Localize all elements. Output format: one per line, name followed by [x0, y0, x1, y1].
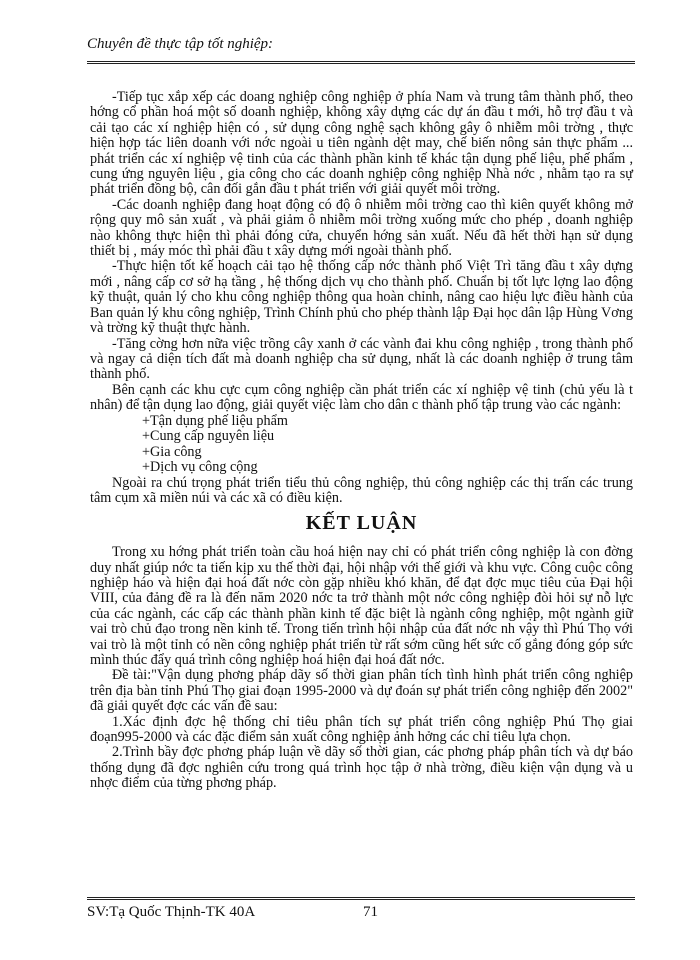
header-divider [87, 61, 635, 64]
paragraph-6: Ngoài ra chú trọng phát triển tiểu thủ công nghiệp, thủ công nghiệp các thị trấn các trung tâm cụm xã miền núi và các xã có điều kiện. [90, 474, 633, 507]
conclusion-paragraph-3: 1.Xác định đợc hệ thống chỉ tiêu phân tích sự phát triển công nghiệp Phú Thọ giai đoạn995-2000 và các đặc điểm sản xuất công nghiệp ảnh hởng các chỉ tiêu lựa chọn. [90, 713, 633, 745]
list-item: +Dịch vụ công cộng [142, 459, 258, 476]
paragraph-4: -Tăng cờng hơn nữa việc trồng cây xanh ở các vành đai khu công nghiệp , trong thành phố và ngay cả diện tích đất mà doanh nghiệp cha sử dụng, nhất là các doanh nghiệp ở trung tâm thành phố. [90, 335, 633, 383]
footer-divider [87, 897, 635, 900]
paragraph-2: -Các doanh nghiệp đang hoạt động có độ ô nhiễm môi trờng cao thì kiên quyết không mở rộng quy mô sản xuất , và phải giảm ô nhiễm môi trờng xuống mức cho phép , doanh nghiệp nào không thực hiện thì phải đóng cửa, chuyển hớng sản xuất. Nếu đã hết thời hạn sử dụng thiết bị , máy móc thì phải đầu t xây dựng mới ngoài thành phố. [90, 196, 633, 260]
industry-list [90, 414, 633, 476]
conclusion-paragraph-2: Đề tài:"Vận dụng phơng pháp dãy số thời gian phân tích tình hình phát triển công nghiệp trên địa bàn tỉnh Phú Thọ giai đoạn 1995-2000 và dự đoán sự phát triển công nghiệp đến 2002" đã giải quyết đợc các vấn đề sau: [90, 667, 633, 715]
conclusion-paragraph-1: Trong xu hớng phát triển toàn cầu hoá hiện nay chỉ có phát triển công nghiệp là con đờng duy nhất giúp nớc ta tiến kịp xu thế thời đại, hội nhập với thế giới và khu vực. Công cuộc công nghiệp háo và hiện đại hoá đất nớc còn gặp nhiều khó khăn, để đạt đợc mục tiêu của Đại hội VIII, của đảng đề ra là đến năm 2020 nớc ta trở thành một nớc công nghiệp đòi hỏi sự nỗ lực của các ngành, các cấp các thành phần kinh tế đặc biệt là ngành công nghiệp, một ngành giữ vai trò chủ đạo trong nền kinh tế. Trong tiến trình hội nhập của đất nớc nh vậy thì Phú Thọ với vai trò là một tỉnh có nền công nghiệp phát triển từ rất sớm cũng hết sức cố gắng đóng góp sức mình thúc đẩy quá trình công nghiệp hoá hiện đại hoá đất nớc. [90, 544, 633, 668]
footer-author: SV:Tạ Quốc Thịnh-TK 40A [87, 904, 256, 920]
page-number: 71 [363, 904, 378, 920]
list-item: +Gia công [142, 443, 202, 460]
section-title: KẾT LUẬN [305, 511, 418, 534]
paragraph-3: -Thực hiện tốt kế hoạch cải tạo hệ thống cấp nớc thành phố Việt Trì tăng đầu t xây dựng mới , nâng cấp cơ sở hạ tầng , hệ thống dịch vụ cho thành phố. Chuẩn bị tốt lực lợng lao động kỹ thuật, quản lý cho khu công nghiệp thông qua hoàn chỉnh, nâng cao hiệu lực điều hành của Ban quản lý khu công nghiệp, Trình Chính phủ cho phép thành lập Đại học dân lập Hùng Vơng và trờng kỹ thuật thực hành. [90, 258, 633, 337]
list-item: +Tận dụng phế liệu phẩm [142, 412, 288, 429]
document-body [90, 90, 633, 792]
paragraph-1: -Tiếp tục xắp xếp các doang nghiệp công nghiệp ở phía Nam và trung tâm thành phố, theo hớng cổ phần hoá một số doanh nghiệp, không xây dựng các dự án đầu t mới, hỗ trợ đầu t và cải tạo các xí nghiệp hiện có , sử dụng công nghệ sạch không gây ô nhiễm môi trờng , thực hiện hợp tác liên doanh với nớc ngoài u tiên ngành dệt may, chế biến nông sản thực phẩm ... phát triển các xí nghiệp vệ tinh của các thành phần kinh tế khác tận dụng phế liệu, phế phẩm , cung ứng nguyên liệu , gia công cho các doanh nghiệp công nghiệp Nhà nớc , nhằm tạo ra sự phát triển đồng bộ, cân đối gắn đầu t phát triển với giải quyết môi trờng. [90, 89, 633, 198]
page-header-title: Chuyên đề thực tập tốt nghiệp: [87, 36, 274, 52]
paragraph-5: Bên cạnh các khu cực cụm công nghiệp cần phát triển các xí nghiệp vệ tinh (chủ yếu là t nhân) để tận dụng lao động, giải quyết việc làm cho dân c thành phố tập trung vào các ngành: [90, 381, 633, 414]
conclusion-paragraph-4: 2.Trình bầy đợc phơng pháp luận về dãy số thời gian, các phơng pháp phân tích và dự báo thống dụng đã đợc nghiên cứu trong quá trình học tập ở nhà trờng, điều kiện vận dụng và u nhợc điểm của từng phơng pháp. [90, 744, 633, 792]
list-item: +Cung cấp nguyên liệu [142, 428, 275, 445]
